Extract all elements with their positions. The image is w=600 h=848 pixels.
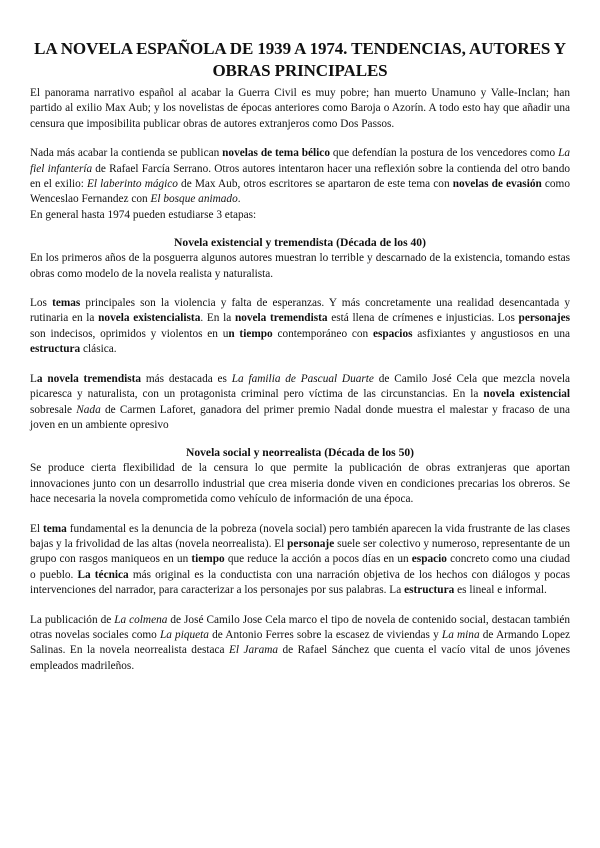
bold-term: tema (42, 522, 67, 535)
bold-term: novelas de evasión (452, 178, 542, 191)
spacer (30, 508, 570, 522)
section1-paragraph-3: La novela tremendista más destacada es La familia de Pascual Duarte de Camilo José Cela que mezcla novela picaresca y naturalista, con un protagonista criminal pero víctima de las circunstancias. En la novela existencial sobresale Nada de Carmen Laforet, ganadora del primer premio Nadal donde muestra el malestar y fracaso de una joven en un ambiente opresivo (30, 372, 570, 431)
bold-term: estructura (404, 584, 455, 597)
spacer (30, 132, 570, 146)
section-heading-existencial: Novela existencial y tremendista (Década de los 40) (174, 236, 426, 250)
bold-term: temas (52, 297, 81, 310)
book-title: El Jarama (229, 644, 279, 657)
spacer (30, 282, 570, 296)
intro-paragraph-2: Nada más acabar la contienda se publican novelas de tema bélico que defendían la postura de los vencedores como La fiel infantería de Rafael Farcía Serrano. Otros autores intentaron hacer una reflexión sobre la contienda del otro bando en el exilio: El laberinto mágico de Max Aub, otros escritores se apartaron de este tema con novelas de evasión como Wenceslao Fernandez con El bosque animado. (30, 147, 570, 206)
document-title: LA NOVELA ESPAÑOLA DE 1939 A 1974. TENDENCIAS, AUTORES Y OBRAS PRINCIPALES (34, 39, 566, 80)
bold-term: novela existencialista (98, 312, 201, 325)
bold-term: La técnica (77, 568, 129, 581)
bold-term: espacios (372, 327, 413, 340)
bold-term: estructura (30, 343, 81, 356)
book-title: La colmena (114, 613, 168, 626)
spacer (30, 433, 570, 445)
book-title: La fiel infantería (30, 147, 570, 175)
section2-paragraph-1: Se produce cierta flexibilidad de la censura lo que permite la publicación de obras extranjeras que aportan innovaciones junto con un desarrollo industrial que crea miseria donde viven en condiciones precarias los obreros. Se hace necesaria la novela comprometida como vehículo de información de una época. (30, 462, 570, 506)
spacer (30, 599, 570, 613)
book-title: El bosque animado (150, 193, 238, 206)
spacer (30, 358, 570, 372)
section1-paragraph-2: Los temas principales son la violencia y falta de esperanzas. Y más concretamente una realidad desencantada y rutinaria en la novela existencialista. En la novela tremendista está llena de crímenes e injusticias. Los personajes son indecisos, oprimidos y violentos en un tiempo contemporáneo con espacios asfixiantes y angustiosos en una estructura clásica. (30, 297, 571, 356)
bold-term: a novela tremendista (36, 372, 142, 385)
book-title: Nada (76, 403, 101, 416)
section2-paragraph-2: El tema fundamental es la denuncia de la pobreza (novela social) pero también aparecen la vida frustrante de las clases bajas y la frivolidad de las altas (novela neorrealista). El personaje suele ser colectivo y numeroso, representante de un grupo con rasgos maniqueos en un tiempo que reduce la acción a pocos días en un espacio concreto como una ciudad o pueblo. La técnica más original es la conductista con una narración objetiva de los hechos con diálogos y pocas intervenciones del narrador, para caracterizar a los personajes por sus palabras. La estructura es lineal e informal. (30, 522, 570, 597)
intro-paragraph-3: En general hasta 1974 pueden estudiarse 3 etapas: (30, 208, 257, 221)
document-page (30, 38, 570, 674)
section-heading-social: Novela social y neorrealista (Década de los 50) (185, 446, 415, 460)
spacer (30, 223, 570, 235)
bold-term: novelas de tema bélico (222, 147, 330, 160)
bold-term: tiempo (191, 553, 225, 566)
bold-term: novela tremendista (234, 312, 328, 325)
bold-term: espacio (411, 553, 447, 566)
book-title: La familia de Pascual Duarte (231, 372, 374, 385)
book-title: El laberinto mágico (87, 178, 178, 191)
section1-paragraph-1: En los primeros años de la posguerra algunos autores muestran lo terrible y descarnado de la existencia, tomando estas obras como modelo de la novela realista y naturalista. (30, 252, 570, 280)
bold-term: n tiempo (228, 327, 273, 340)
book-title: La piqueta (159, 628, 209, 641)
section2-paragraph-3: La publicación de La colmena de José Camilo Jose Cela marco el tipo de novela de contenido social, destacan también otras novelas sociales como La piqueta de Antonio Ferres sobre la escasez de viviendas y La mina de Armando Lopez Salinas. En la novela neorrealista destaca El Jarama de Rafael Sánchez que cuenta el vacío vital de unos jóvenes empleados madrileños. (30, 613, 571, 672)
bold-term: novela existencial (483, 388, 570, 401)
bold-term: personaje (287, 537, 335, 550)
book-title: La mina (441, 628, 480, 641)
bold-term: personajes (518, 312, 571, 325)
intro-paragraph-1: El panorama narrativo español al acabar la Guerra Civil es muy pobre; han muerto Unamuno y Valle-Inclan; han partido al exilio Max Aub; y los novelistas de épocas anteriores como Baroja o Azorín. A todo esto hay que añadir una censura que imposibilita publicar obras de autores extranjeros como Dos Passos. (30, 87, 570, 130)
